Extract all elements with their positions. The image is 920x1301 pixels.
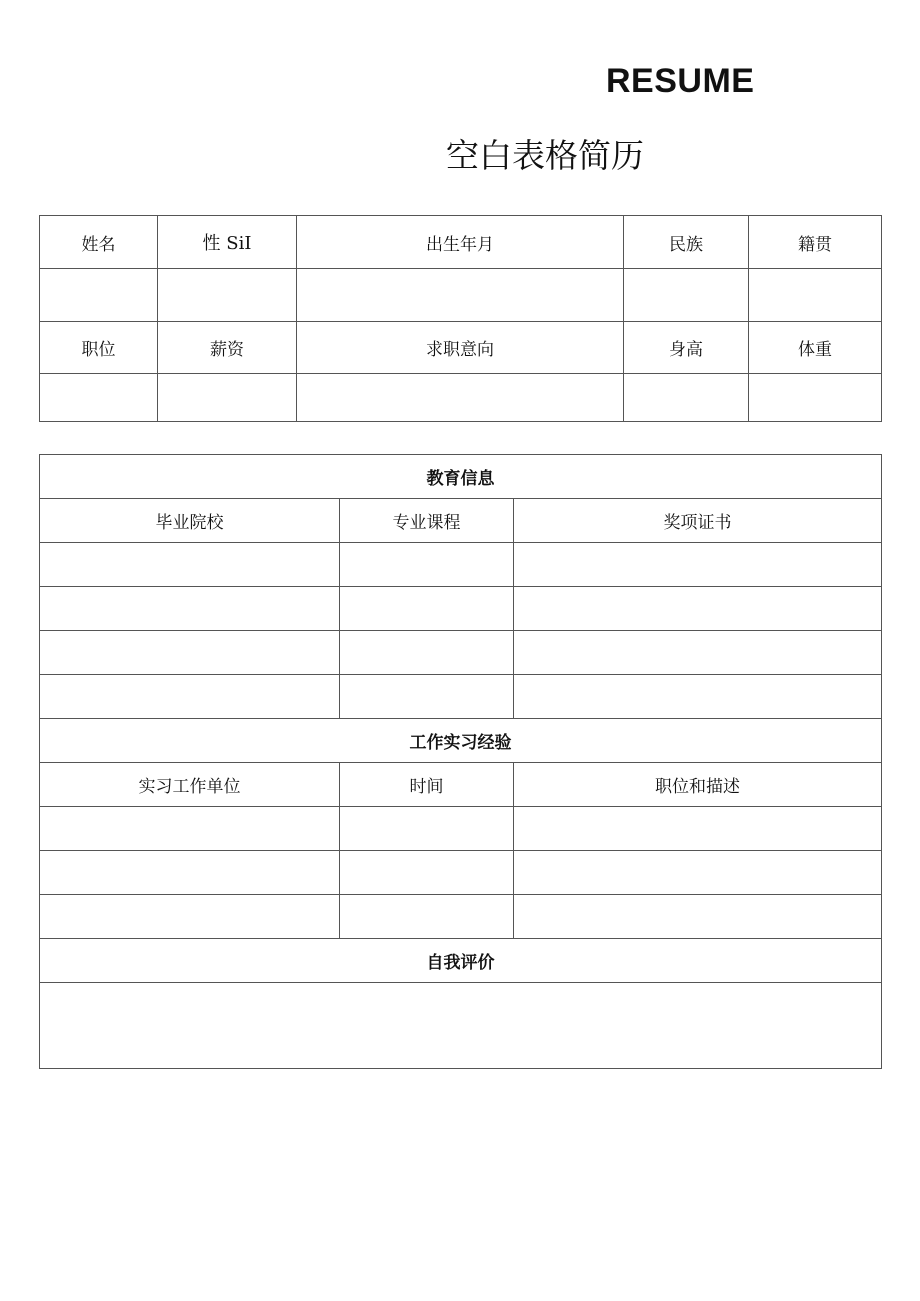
label-name: 姓名 xyxy=(40,216,158,269)
job-info-value-row xyxy=(40,374,882,422)
cell-major[interactable] xyxy=(340,543,514,587)
education-row xyxy=(40,675,882,719)
resume-label: RESUME xyxy=(606,62,755,100)
basic-info-value-row xyxy=(40,269,882,322)
education-header-row xyxy=(40,499,882,543)
education-section-row xyxy=(40,455,882,499)
value-ethnicity[interactable] xyxy=(624,269,749,322)
education-row xyxy=(40,543,882,587)
cell-awards[interactable] xyxy=(514,543,882,587)
value-weight[interactable] xyxy=(749,374,882,422)
self-eval-section-title: 自我评价 xyxy=(40,939,882,983)
cell-role-description[interactable] xyxy=(514,807,882,851)
label-position: 职位 xyxy=(40,322,158,374)
value-position[interactable] xyxy=(40,374,158,422)
work-row xyxy=(40,807,882,851)
work-row xyxy=(40,851,882,895)
cell-period[interactable] xyxy=(340,895,514,939)
label-job-intention: 求职意向 xyxy=(297,322,624,374)
cell-major[interactable] xyxy=(340,675,514,719)
work-row xyxy=(40,895,882,939)
value-gender[interactable] xyxy=(158,269,297,322)
cell-period[interactable] xyxy=(340,851,514,895)
cell-role-description[interactable] xyxy=(514,851,882,895)
header-role-description: 职位和描述 xyxy=(514,763,882,807)
value-name[interactable] xyxy=(40,269,158,322)
header-employer: 实习工作单位 xyxy=(40,763,340,807)
label-birth-date: 出生年月 xyxy=(297,216,624,269)
label-gender: 性 SiI xyxy=(158,216,297,269)
cell-school[interactable] xyxy=(40,675,340,719)
basic-info-table xyxy=(39,215,882,422)
basic-info-header-row xyxy=(40,216,882,269)
education-row xyxy=(40,631,882,675)
label-salary: 薪资 xyxy=(158,322,297,374)
cell-awards[interactable] xyxy=(514,675,882,719)
cell-major[interactable] xyxy=(340,631,514,675)
self-eval-body-row xyxy=(40,983,882,1069)
self-eval-section-row xyxy=(40,939,882,983)
cell-school[interactable] xyxy=(40,631,340,675)
cell-school[interactable] xyxy=(40,587,340,631)
page-title: 空白表格简历 xyxy=(446,136,644,175)
value-height[interactable] xyxy=(624,374,749,422)
header-school: 毕业院校 xyxy=(40,499,340,543)
job-info-header-row xyxy=(40,322,882,374)
work-section-row xyxy=(40,719,882,763)
label-height: 身高 xyxy=(624,322,749,374)
education-section-title: 教育信息 xyxy=(40,455,882,499)
cell-role-description[interactable] xyxy=(514,895,882,939)
work-section-title: 工作实习经验 xyxy=(40,719,882,763)
value-salary[interactable] xyxy=(158,374,297,422)
header-major: 专业课程 xyxy=(340,499,514,543)
cell-employer[interactable] xyxy=(40,851,340,895)
label-native-place: 籍贯 xyxy=(749,216,882,269)
work-header-row xyxy=(40,763,882,807)
label-ethnicity: 民族 xyxy=(624,216,749,269)
self-eval-text-area[interactable] xyxy=(40,983,882,1069)
value-job-intention[interactable] xyxy=(297,374,624,422)
cell-period[interactable] xyxy=(340,807,514,851)
cell-major[interactable] xyxy=(340,587,514,631)
cell-awards[interactable] xyxy=(514,587,882,631)
detail-table xyxy=(39,454,882,1069)
value-native-place[interactable] xyxy=(749,269,882,322)
value-birth-date[interactable] xyxy=(297,269,624,322)
cell-employer[interactable] xyxy=(40,807,340,851)
header-period: 时间 xyxy=(340,763,514,807)
label-weight: 体重 xyxy=(749,322,882,374)
cell-employer[interactable] xyxy=(40,895,340,939)
cell-awards[interactable] xyxy=(514,631,882,675)
header-awards: 奖项证书 xyxy=(514,499,882,543)
education-row xyxy=(40,587,882,631)
cell-school[interactable] xyxy=(40,543,340,587)
